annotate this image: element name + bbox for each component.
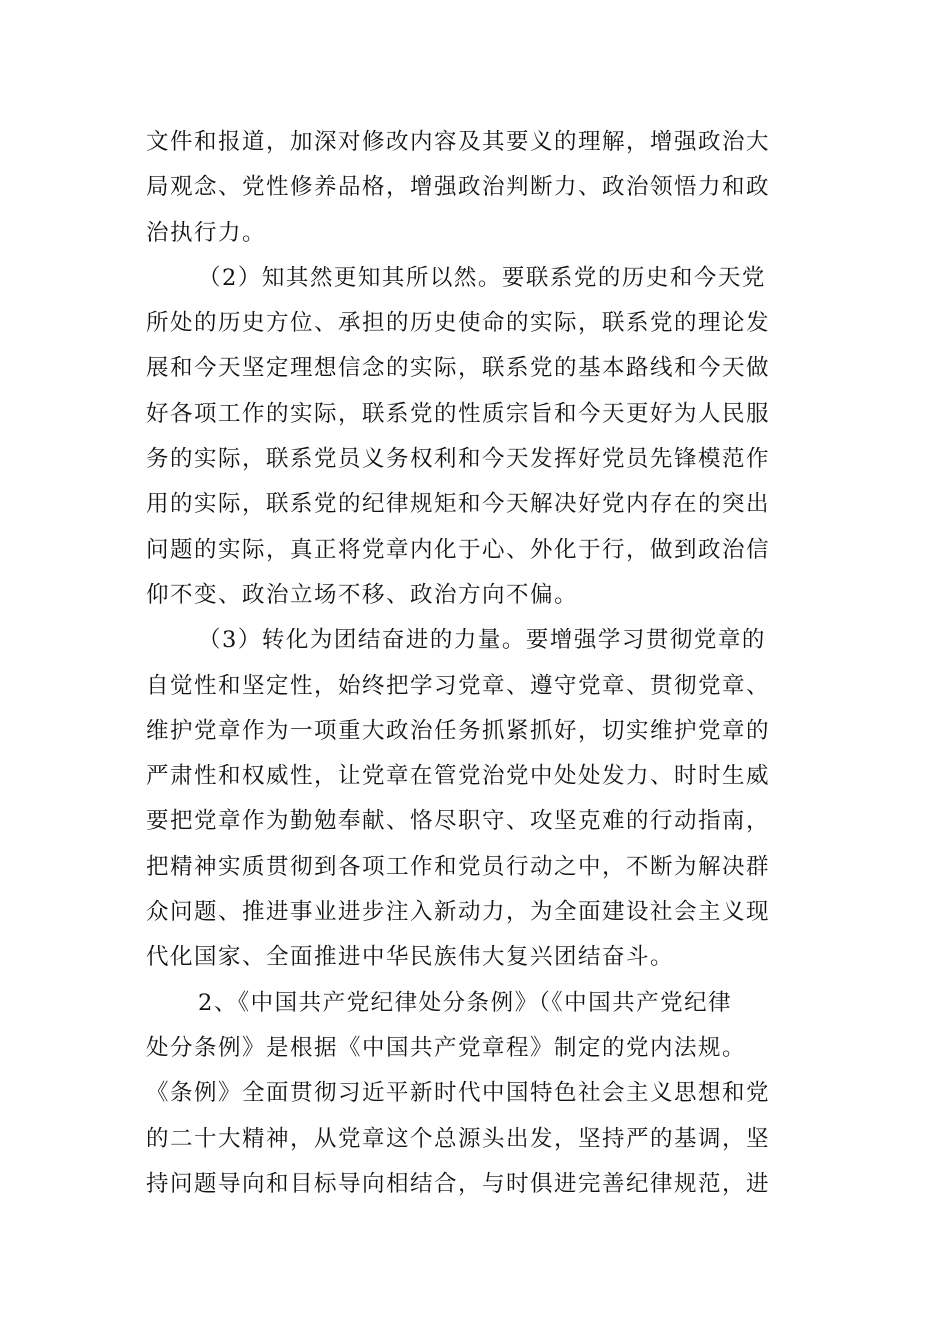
text-line: 2、《中国共产党纪律处分条例》（《中国共产党纪律 <box>198 989 733 1016</box>
text-line: 局观念、党性修养品格，增强政治判断力、政治领悟力和政 <box>146 174 771 201</box>
text-line: 众问题、推进事业进步注入新动力，为全面建设社会主义现 <box>146 899 771 926</box>
text-line: 仰不变、政治立场不移、政治方向不偏。 <box>146 581 579 608</box>
text-line: （3）转化为团结奋进的力量。要增强学习贯彻党章的 <box>198 627 766 654</box>
text-line: 务的实际，联系党员义务权利和今天发挥好党员先锋模范作 <box>146 446 771 473</box>
text-line: 持问题导向和目标导向相结合，与时俱进完善纪律规范，进 <box>146 1170 771 1197</box>
text-line: 自觉性和坚定性，始终把学习党章、遵守党章、贯彻党章、 <box>146 672 771 699</box>
text-line: 展和今天坚定理想信念的实际，联系党的基本路线和今天做 <box>146 355 771 382</box>
text-line: 严肃性和权威性，让党章在管党治党中处处发力、时时生威 <box>146 763 771 790</box>
text-line: （2）知其然更知其所以然。要联系党的历史和今天党 <box>198 264 766 291</box>
text-line: 用的实际，联系党的纪律规矩和今天解决好党内存在的突出 <box>146 491 771 518</box>
text-line: 治执行力。 <box>146 219 267 246</box>
text-line: 代化国家、全面推进中华民族伟大复兴团结奋斗。 <box>146 944 675 971</box>
document-body <box>146 120 826 1207</box>
text-line: 的二十大精神，从党章这个总源头出发，坚持严的基调，坚 <box>146 1125 771 1152</box>
text-line: 要把党章作为勤勉奉献、恪尽职守、攻坚克难的行动指南， <box>146 808 771 835</box>
text-line: 《条例》全面贯彻习近平新时代中国特色社会主义思想和党 <box>146 1080 771 1107</box>
text-line: 好各项工作的实际，联系党的性质宗旨和今天更好为人民服 <box>146 400 771 427</box>
text-line: 所处的历史方位、承担的历史使命的实际，联系党的理论发 <box>146 310 771 337</box>
text-line: 把精神实质贯彻到各项工作和党员行动之中，不断为解决群 <box>146 853 771 880</box>
text-line: 维护党章作为一项重大政治任务抓紧抓好，切实维护党章的 <box>146 717 771 744</box>
text-line: 问题的实际，真正将党章内化于心、外化于行，做到政治信 <box>146 536 771 563</box>
text-line: 文件和报道，加深对修改内容及其要义的理解，增强政治大 <box>146 129 771 155</box>
text-line: 处分条例》是根据《中国共产党章程》制定的党内法规。 <box>146 1034 747 1061</box>
